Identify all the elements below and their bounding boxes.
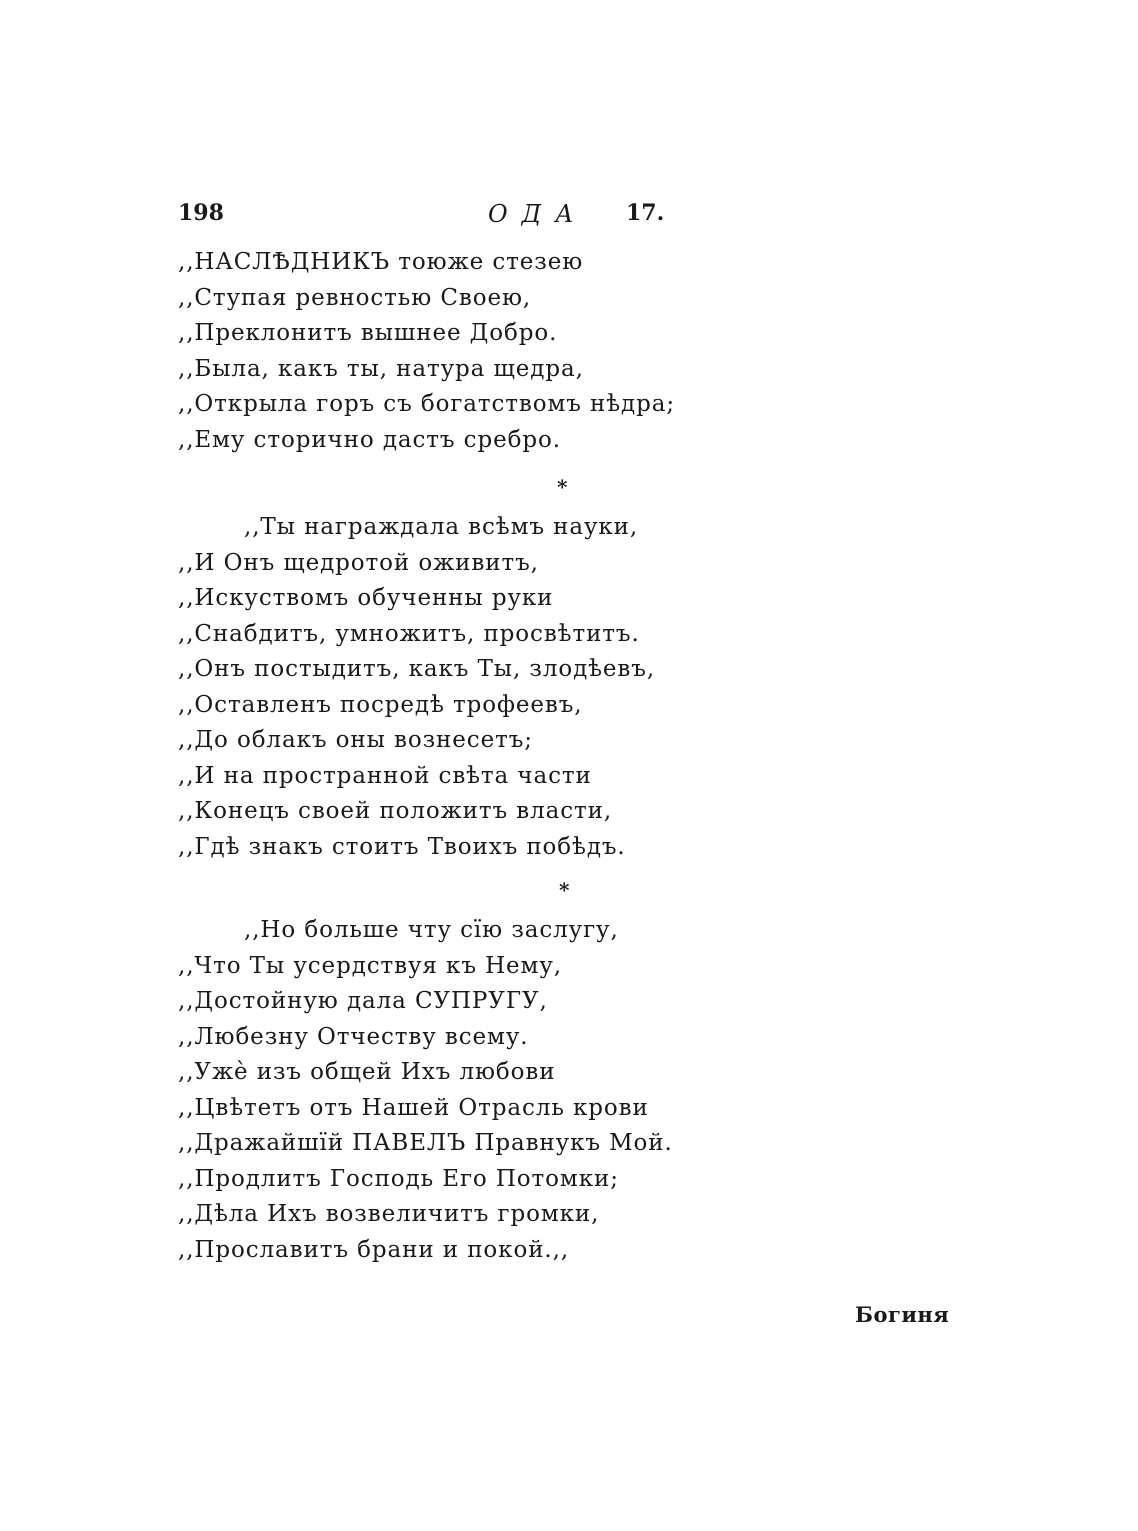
verse-line: ,,Преклонитъ вышнее Добро. — [178, 320, 558, 346]
verse-line: ,,И Онъ щедротой оживитъ, — [178, 549, 539, 576]
verse-line: ,,Но больше чту сїю заслугу, — [244, 917, 619, 943]
verse-line: ,,Продлитъ Господь Его Потомки; — [178, 1165, 619, 1192]
verse-line: ,,Что Ты усердствуя къ Нему, — [178, 952, 562, 979]
verse-line: ,,Ужѐ изъ общей Ихъ любови — [178, 1059, 556, 1085]
verse-line: ,,Ему сторично дастъ сребро. — [178, 426, 561, 453]
stanza-1 — [178, 245, 778, 458]
stanza-3 — [178, 913, 778, 1268]
catchword: Богиня — [855, 1302, 950, 1327]
verse-line: ,,Искуствомъ обученны руки — [178, 585, 554, 611]
verse-line: ,,Дѣла Ихъ возвеличитъ громки, — [178, 1201, 600, 1227]
running-title: ОДА — [488, 200, 588, 228]
verse-line: ,,Цвѣтетъ отъ Нашей Отрасль крови — [178, 1094, 649, 1121]
verse-line: ,,Гдѣ знакъ стоитъ Твоихъ побѣдъ. — [178, 833, 626, 860]
verse-line: ,,И на пространной свѣта части — [178, 762, 592, 789]
verse-line: ,,До облакъ оны вознесетъ; — [178, 727, 533, 753]
verse-line: ,,Открыла горъ съ богатствомъ нѣдра; — [178, 391, 675, 417]
verse-line: ,,Прославитъ брани и покой.,, — [178, 1236, 570, 1263]
page-header — [178, 200, 678, 240]
ode-number: 17. — [626, 200, 665, 226]
verse-line: ,,Снабдитъ, умножитъ, просвѣтитъ. — [178, 620, 640, 647]
verse-line: ,,Оставленъ посредѣ трофеевъ, — [178, 691, 583, 718]
verse-line: ,,Достойную дала СУПРУГУ, — [178, 988, 548, 1014]
verse-line: ,,Онъ постыдитъ, какъ Ты, злодѣевъ, — [178, 656, 656, 682]
stanza-separator: * — [559, 878, 570, 902]
verse-line: ,,Конецъ своей положитъ власти, — [178, 798, 613, 824]
verse-line: ,,Ты награждала всѣмъ науки, — [244, 514, 639, 540]
verse-line: ,,Дражайшїй ПАВЕЛЪ Правнукъ Мой. — [178, 1130, 673, 1156]
verse-line: ,,Любезну Отчеству всему. — [178, 1023, 529, 1050]
stanza-separator: * — [557, 475, 568, 499]
verse-line: ,,Ступая ревностью Своею, — [178, 284, 532, 311]
verse-line: ,,Была, какъ ты, натура щедра, — [178, 355, 584, 382]
page-number: 198 — [178, 200, 224, 226]
stanza-2 — [178, 510, 778, 865]
verse-line: ,,НАСЛѢДНИКЪ тоюже стезею — [178, 249, 584, 275]
